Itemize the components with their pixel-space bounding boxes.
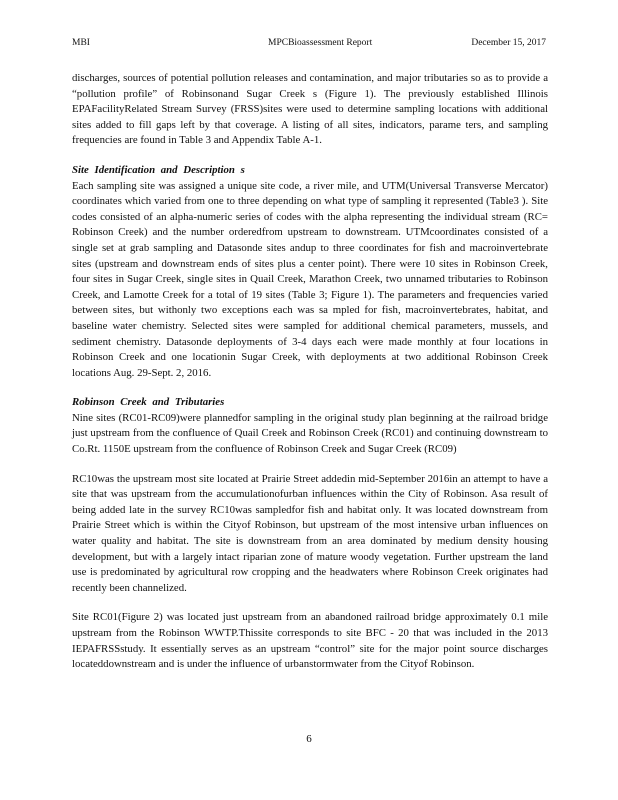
report-body [72,71,548,687]
rc01-paragraph: Site RC01(Figure 2) was located just upstream from an abandoned railroad bridge approximately 0.1 mile upstream from the Robinson WWTP.Thissite corresponds to site BFC - 20 that was included in the 2013 IEPAFRSSstudy. It essentially serves as an upstream “control” site for the major point source discharges locateddownstream and is under the influence of urbanstormwater from the Cityof Robinson. [72,611,548,671]
header-date: December 15, 2017 [471,38,546,48]
rc10-paragraph: RC10was the upstream most site located at Prairie Street addedin mid-September 2016in an attempt to have a site that was upstream from the accumulationofurban influences within the City of Robinson. Asa result of being added late in the survey RC10was sampledfor fish and habitat only. It was located downstream from Prairie Street which is within the Cityof Robinson, but upstream of the most intensive urban influences on water quality and habitat. The site is downstream from an area dominated by medium density housing development, but with a largely intact riparian zone of mature woody vegetation. Further upstream the land use is predominated by agricultural row cropping and the headwaters where Robinson Creek originates had recently been channelized. [72,472,548,594]
robinson-creek-heading: Robinson Creek and Tributaries [72,396,225,409]
robinson-creek-paragraph: Nine sites (RC01-RC09)were plannedfor sampling in the original study plan beginning at the railroad bridge just upstream from the confluence of Quail Creek and Robinson Creek (RC01) and continuing downstream to Co.Rt. 1150E upstream from the confluence of Robinson Creek and Sugar Creek (RC09) [72,411,548,456]
header-organization: MBI [72,38,90,48]
site-identification-paragraph: Each sampling site was assigned a unique site code, a river mile, and UTM(Universal Transverse Mercator) coordinates which varied from one to three depending on what type of sampling it represented (Table3 ). Site codes consisted of an alpha-numeric series of codes with the alpha representing the individual stream (RC= Robinson Creek) and the number orderedfrom upstream to downstream. UTMcoordinates consisted of a single set at grab sampling and Datasonde sites andup to three coordinates for fish and macroinvertebrate sites (upstream and downstream ends of sites plus a center point). There were 10 sites in Robinson Creek, four sites in Sugar Creek, single sites in Quail Creek, Marathon Creek, two unnamed tributaries to Robinson Creek, and Lamotte Creek for a total of 19 sites (Table 3; Figure 1). The parameters and frequencies varied between sites, but withonly two exceptions each was sa mpled for fish, macroinvertebrates, habitat, and baseline water chemistry. Selected sites were sampled for additional chemical parameters, mussels, and sediment chemistry. Datasonde deployments of 3-4 days each were made monthly at four locations in Robinson Creek and one locationin Sugar Creek, with deployments at two additional Robinson Creek locations Aug. 29-Sept. 2, 2016. [72,179,548,379]
site-identification-heading: Site Identification and Description s [72,163,245,176]
intro-paragraph: discharges, sources of potential pollution releases and contamination, and major tributaries so as to provide a “pollution profile” of Robinsonand Sugar Creek s (Figure 1). The previously established Illinois EPAFacilityRelated Stream Survey (FRSS)sites were used to determine sampling locations with additional sites added to fill gaps left by that coverage. A listing of all sites, indicators, parame ters, and sampling frequencies are found in Table 3 and Appendix Table A-1. [72,72,548,147]
header-report-title: MPCBioassessment Report [268,38,373,48]
page-number: 6 [306,733,312,745]
